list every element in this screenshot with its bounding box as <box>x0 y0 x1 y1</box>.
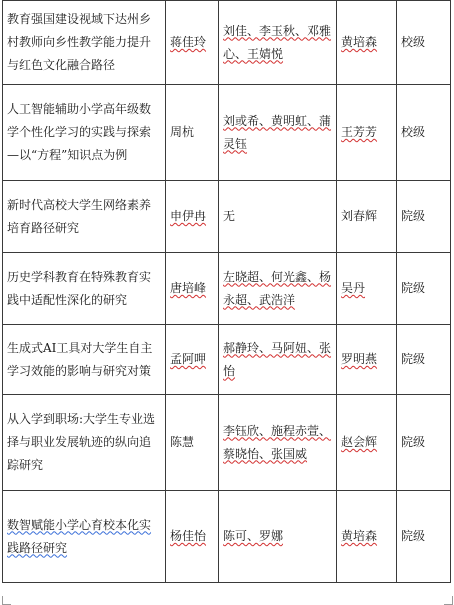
members-list: 郝静玲、马阿妞、张怡 <box>223 340 332 378</box>
advisor-name: 赵会辉 <box>341 435 378 449</box>
members-list: 刘或希、黄明虹、蒲灵钰 <box>223 113 332 151</box>
leader-name: 唐培峰 <box>170 281 207 295</box>
project-level: 校级 <box>401 125 426 139</box>
project-level: 校级 <box>401 35 426 49</box>
table-row <box>3 85 451 181</box>
level-cell <box>397 325 451 395</box>
advisor-cell <box>337 181 397 253</box>
leader-cell <box>166 491 219 583</box>
members-cell <box>219 395 337 491</box>
project-title: 教育强国建设视域下达州乡村教师向乡性教学能力提升与红色文化融合路径 <box>7 12 152 72</box>
level-cell <box>397 181 451 253</box>
project-title: 生成式AI工具对大学生自主学习效能的影响与研究对策 <box>7 340 153 378</box>
advisor-cell <box>337 491 397 583</box>
table-row <box>3 1 451 85</box>
members-cell <box>219 181 337 253</box>
members-cell <box>219 1 337 85</box>
level-cell <box>397 395 451 491</box>
leader-name: 申伊冉 <box>170 209 207 223</box>
project-title: 人工智能辅助小学高年级数学个性化学习的实践与探索—以“方程”知识点为例 <box>7 102 152 162</box>
project-title: 历史学科教育在特殊教育实践中适配性深化的研究 <box>7 269 152 307</box>
leader-cell <box>166 395 219 491</box>
project-title-cell <box>3 181 166 253</box>
advisor-cell <box>337 1 397 85</box>
project-title: 数智赋能小学心育校本化实践路径研究 <box>7 517 152 555</box>
members-list: 刘佳、李玉秋、邓雅心、王婧悦 <box>223 23 332 61</box>
leader-cell <box>166 85 219 181</box>
project-title-cell <box>3 1 166 85</box>
leader-name: 蒋佳玲 <box>170 35 207 49</box>
advisor-cell <box>337 395 397 491</box>
level-cell <box>397 1 451 85</box>
project-level: 院级 <box>401 209 426 223</box>
members-cell <box>219 253 337 325</box>
project-table <box>2 0 451 583</box>
advisor-cell <box>337 85 397 181</box>
table-row <box>3 253 451 325</box>
project-title-cell <box>3 491 166 583</box>
members-list: 李钰欣、施程赤萱、蔡晓怡、张国威 <box>223 423 332 461</box>
advisor-name: 罗明燕 <box>341 352 378 366</box>
leader-name: 陈慧 <box>170 435 195 449</box>
members-cell <box>219 491 337 583</box>
leader-name: 杨佳怡 <box>170 529 207 543</box>
project-title-cell <box>3 85 166 181</box>
leader-cell <box>166 325 219 395</box>
members-cell <box>219 325 337 395</box>
project-level: 院级 <box>401 352 426 366</box>
advisor-name: 刘春辉 <box>341 209 378 223</box>
members-cell <box>219 85 337 181</box>
level-cell <box>397 491 451 583</box>
project-title-cell <box>3 325 166 395</box>
leader-name: 孟阿呷 <box>170 352 207 366</box>
members-list: 陈可、罗娜 <box>223 529 284 543</box>
leader-cell <box>166 1 219 85</box>
table-row <box>3 325 451 395</box>
members-list: 无 <box>223 209 236 223</box>
advisor-name: 黄培森 <box>341 35 378 49</box>
project-level: 院级 <box>401 529 426 543</box>
table-row <box>3 395 451 491</box>
level-cell <box>397 253 451 325</box>
leader-cell <box>166 253 219 325</box>
advisor-cell <box>337 253 397 325</box>
advisor-name: 吴丹 <box>341 281 366 295</box>
level-cell <box>397 85 451 181</box>
members-list: 左晓超、何光鑫、杨永超、武浩洋 <box>223 269 332 307</box>
project-level: 院级 <box>401 435 426 449</box>
project-title: 从入学到职场:大学生专业选择与职业发展轨迹的纵向追踪研究 <box>7 412 156 472</box>
advisor-name: 黄培森 <box>341 529 378 543</box>
project-level: 院级 <box>401 281 426 295</box>
advisor-name: 王芳芳 <box>341 125 378 139</box>
advisor-cell <box>337 325 397 395</box>
table-row <box>3 181 451 253</box>
leader-cell <box>166 181 219 253</box>
table-row <box>3 491 451 583</box>
project-title: 新时代高校大学生网络素养培育路径研究 <box>7 197 152 235</box>
leader-name: 周杭 <box>170 125 195 139</box>
project-title-cell <box>3 253 166 325</box>
project-title-cell <box>3 395 166 491</box>
